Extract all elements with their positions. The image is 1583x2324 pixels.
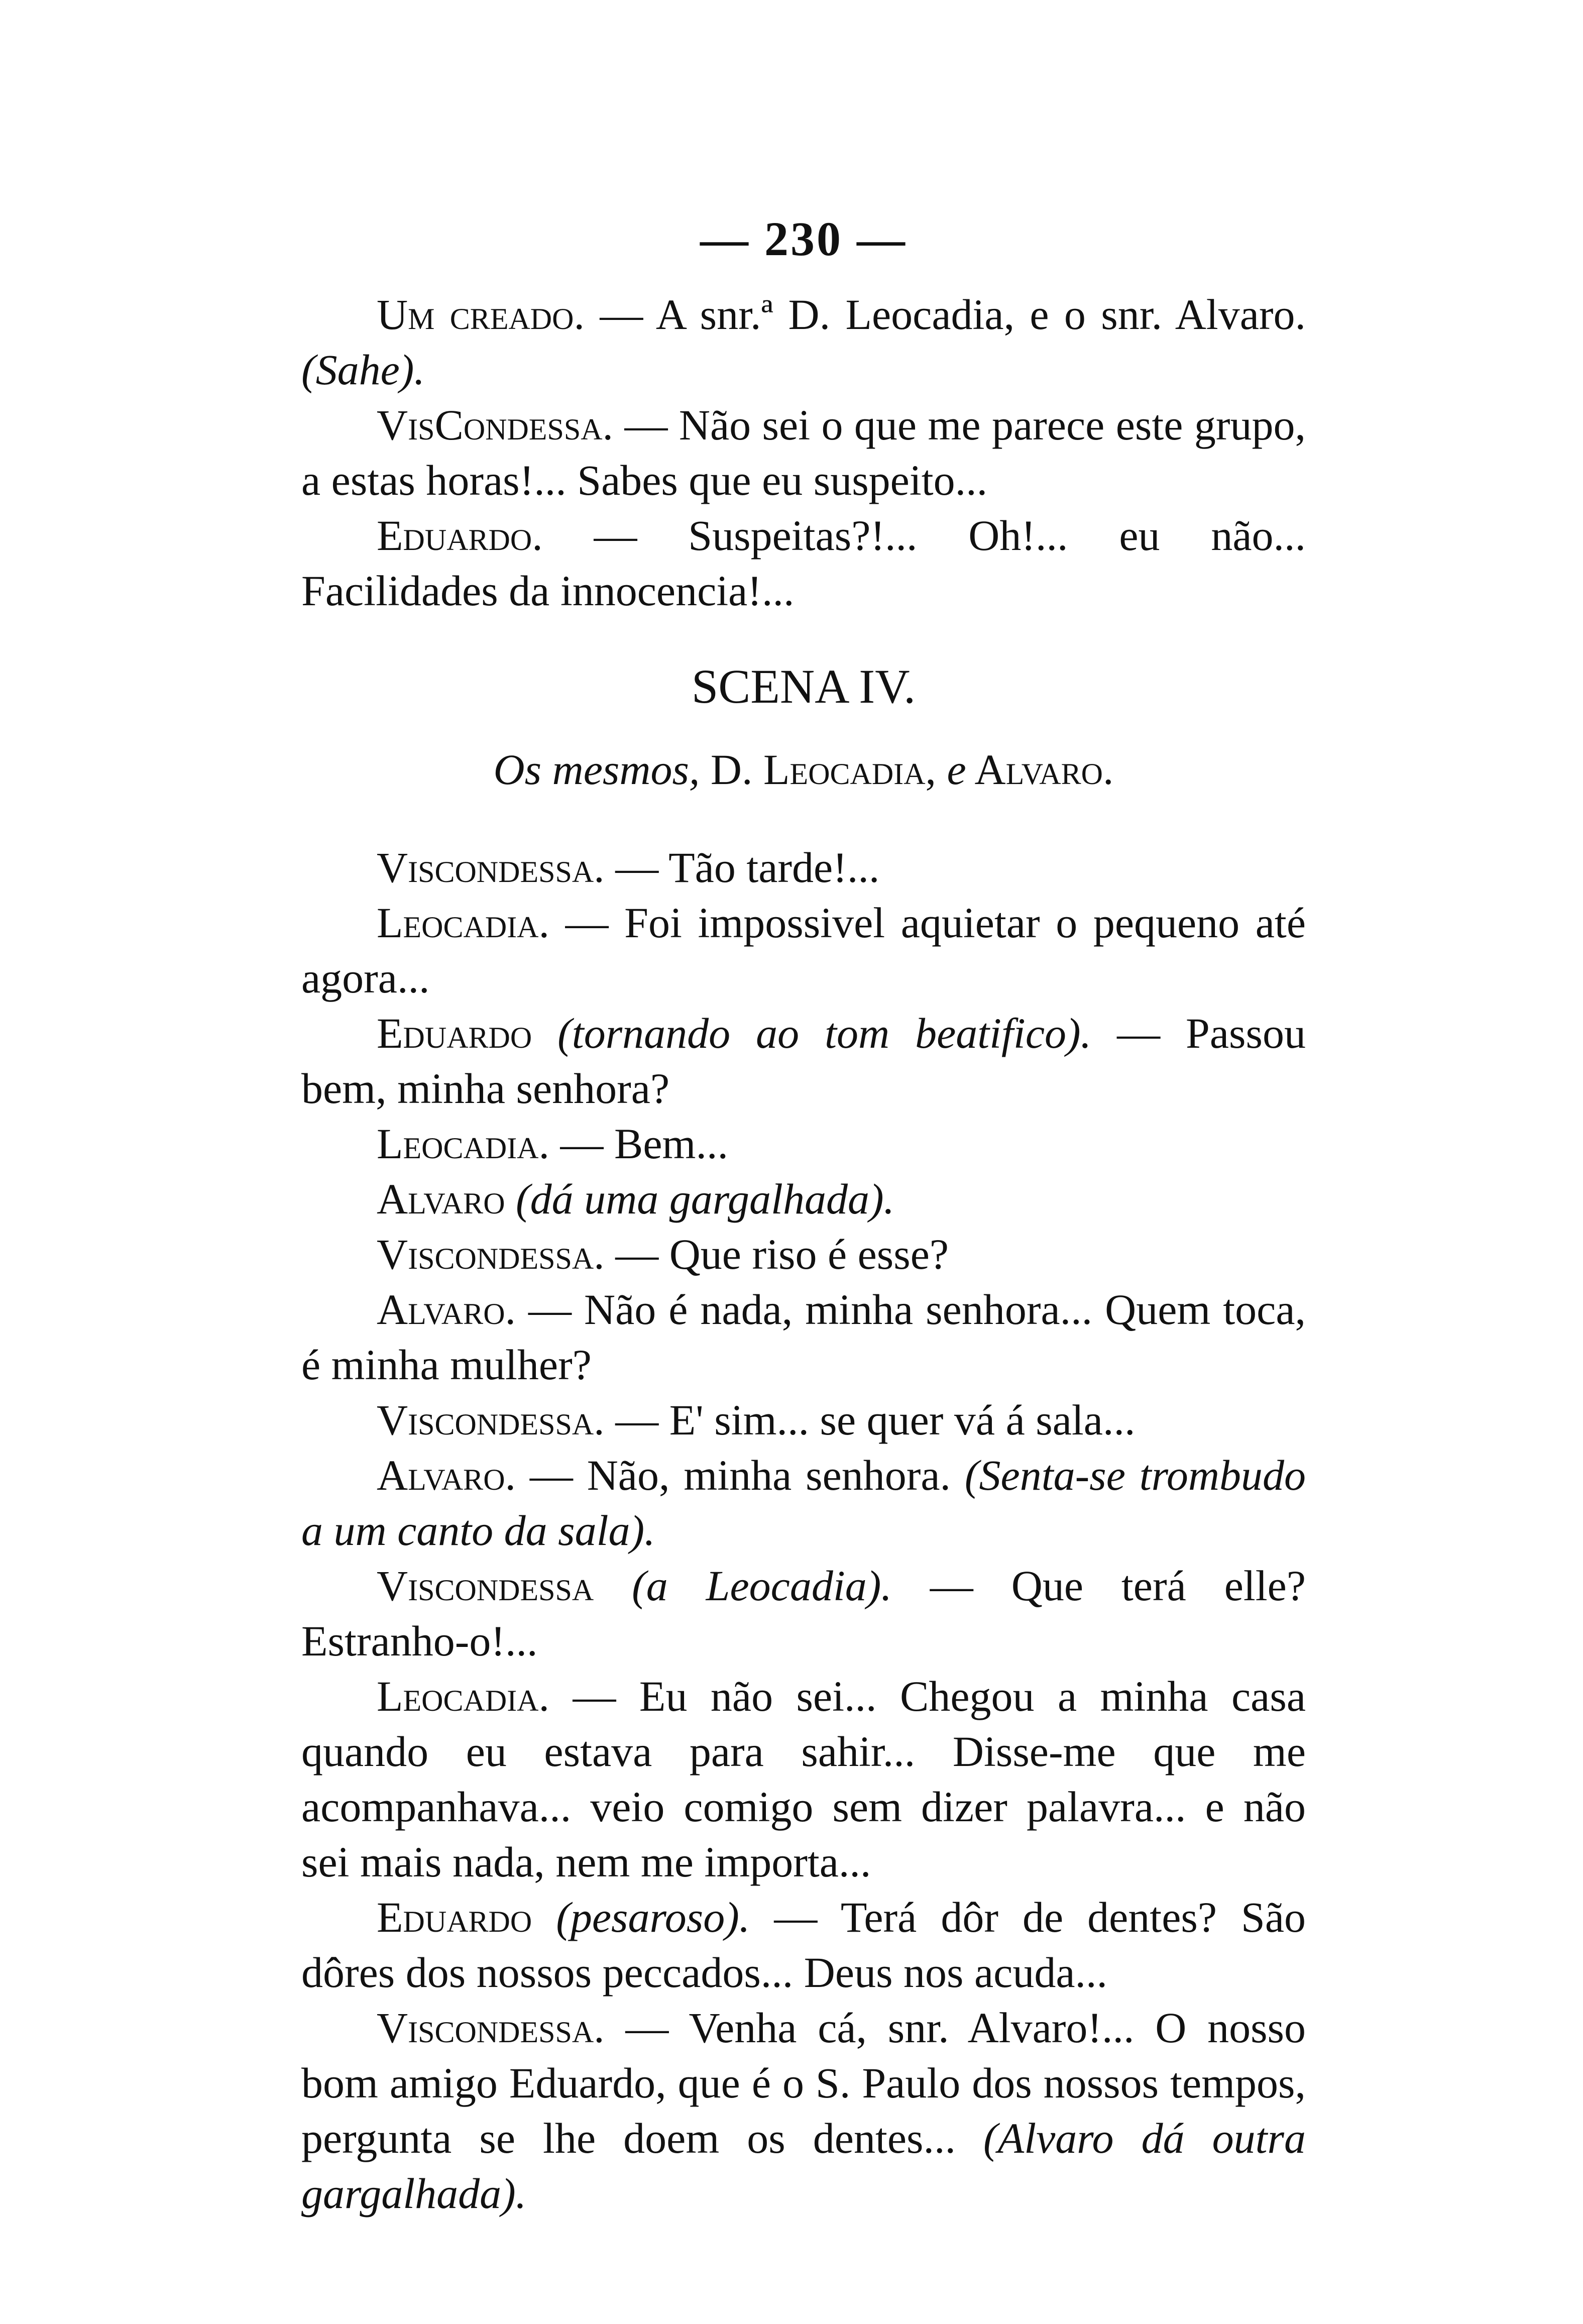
stage-direction: (a Leocadia). [594, 1562, 892, 1610]
cast-intro: Os mesmos, [493, 745, 700, 794]
dialogue-line [301, 508, 1306, 618]
stage-direction: (pesaroso). [532, 1893, 750, 1941]
stage-direction: (Alvaro dá outra gargalhada). [301, 2114, 1306, 2218]
dialogue-line [301, 2000, 1306, 2221]
dialogue-line [301, 895, 1306, 1006]
speech-text: — Não sei o que me parece este grupo, a estas horas!... Sabes que eu suspeito... [301, 401, 1306, 504]
speech-text: — Suspeitas?!... Oh!... eu não... Facilidades da innocencia!... [301, 511, 1306, 615]
dialogue-before [301, 287, 1306, 618]
speaker-name: Alvaro [377, 1175, 505, 1223]
speech-text: — Terá dôr de dentes? São dôres dos nossos peccados... Deus nos acuda... [301, 1893, 1306, 1997]
speaker-name: Viscondessa. [377, 1396, 605, 1444]
dialogue-line [301, 287, 1306, 397]
cast-and: e [947, 745, 966, 794]
speaker-name: Eduardo [377, 1893, 532, 1941]
speaker-name: Alvaro. [377, 1451, 516, 1499]
dialogue-line [301, 1669, 1306, 1890]
speech-text: — E' sim... se quer vá á sala... [604, 1396, 1136, 1444]
speech-text: — Não é nada, minha senhora... Quem toca, é minha mulher? [301, 1285, 1306, 1389]
dialogue-line [301, 1006, 1306, 1116]
dialogue-line [301, 1448, 1306, 1558]
dialogue-line [301, 1282, 1306, 1392]
dialogue-line [301, 1116, 1306, 1171]
cast-last: Alvaro. [966, 745, 1114, 794]
book-page [301, 211, 1306, 2221]
dialogue-after [301, 840, 1306, 2221]
speech-text: — Não, minha senhora. [516, 1451, 965, 1499]
speaker-name: Viscondessa. [377, 1230, 605, 1278]
stage-direction: (tornando ao tom beatifico). [532, 1009, 1092, 1057]
dialogue-line [301, 1392, 1306, 1448]
stage-direction: (Senta-se trombudo a um canto da sala). [301, 1451, 1306, 1555]
speech-text: — Bem... [549, 1120, 728, 1168]
speech-text: — A snr.ª D. Leocadia, e o snr. Alvaro. [584, 290, 1306, 339]
speaker-name: Viscondessa [377, 1562, 594, 1610]
speech-text: — Eu não sei... Chegou a minha casa quando eu estava para sahir... Disse-me que me acompanhava... veio comigo sem dizer palavra... e não sei mais nada, nem me importa... [301, 1672, 1306, 1886]
speaker-name: Leocadia. [377, 1672, 550, 1720]
speaker-name: Eduardo. [377, 511, 543, 560]
dialogue-line [301, 397, 1306, 508]
stage-direction: (Sahe). [301, 346, 425, 394]
speech-text: — Tão tarde!... [604, 843, 880, 892]
speech-text: — Passou bem, minha senhora? [301, 1009, 1306, 1113]
cast-names: D. Leocadia, [700, 745, 947, 794]
page-number: — 230 — [700, 212, 907, 266]
speaker-name: VisCondessa. [377, 401, 614, 449]
speech-text: — Venha cá, snr. Alvaro!... O nosso bom amigo Eduardo, que é o S. Paulo dos nossos tempos, pergunta se lhe doem os dentes... [301, 2004, 1306, 2162]
speaker-name: Leocadia. [377, 1120, 550, 1168]
speech-text: — Que terá elle? Estranho-o!... [301, 1562, 1306, 1665]
dialogue-line [301, 1171, 1306, 1227]
speaker-name: Eduardo [377, 1009, 532, 1057]
speaker-name: Leocadia. [377, 899, 550, 947]
scene-heading: SCENA IV. [691, 659, 916, 713]
speaker-name: Um creado. [377, 290, 585, 339]
scene-cast [301, 744, 1306, 795]
speaker-name: Viscondessa. [377, 2004, 605, 2052]
dialogue-line [301, 1227, 1306, 1282]
dialogue-line [301, 1890, 1306, 2000]
speaker-name: Alvaro. [377, 1285, 516, 1334]
speech-text: — Que riso é esse? [604, 1230, 949, 1278]
stage-direction: (dá uma gargalhada). [505, 1175, 895, 1223]
speech-text: — Foi impossivel aquietar o pequeno até agora... [301, 899, 1306, 1002]
dialogue-line [301, 840, 1306, 895]
dialogue-line [301, 1558, 1306, 1669]
speaker-name: Viscondessa. [377, 843, 605, 892]
